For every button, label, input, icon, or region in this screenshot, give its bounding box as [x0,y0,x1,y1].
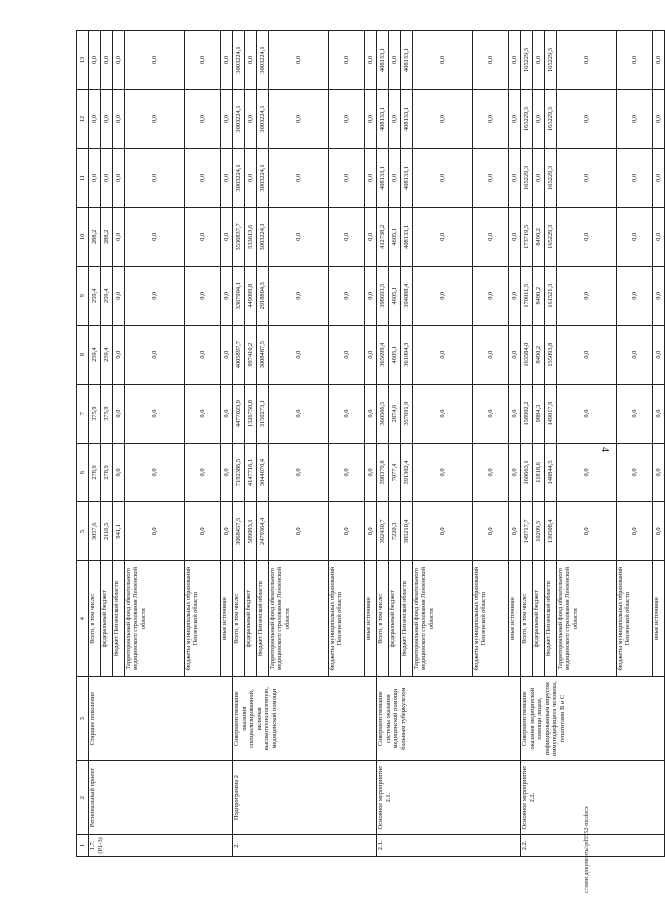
value-cell: 0,0 [245,31,257,90]
value-cell: 0,0 [509,325,521,384]
value-cell: 0,0 [509,443,521,502]
value-cell: 0,0 [113,148,125,207]
value-cell: 0,0 [413,266,473,325]
funding-source: Всего, в том числе: [89,561,101,677]
funding-source: Территориальный фонд обязательного медицинского страхования Пензенской области [557,561,617,677]
value-cell: 0,0 [125,384,185,443]
header-cell: 3 [77,676,89,760]
header-cell: 7 [77,384,89,443]
value-cell: 259,4 [101,325,113,384]
value-cell: 0,0 [113,31,125,90]
value-cell: 0,0 [245,90,257,149]
value-cell: 0,0 [221,90,233,149]
value-cell: 11818,6 [533,443,545,502]
value-cell: 259,4 [89,325,101,384]
value-cell: 0,0 [101,90,113,149]
value-cell: 0,0 [89,148,101,207]
value-cell: 0,0 [269,31,329,90]
value-cell: 0,0 [473,207,509,266]
value-cell: 0,0 [269,266,329,325]
value-cell: 0,0 [269,325,329,384]
value-cell: 0,0 [533,90,545,149]
value-cell: 149717,7 [521,502,533,561]
value-cell: 0,0 [509,384,521,443]
value-cell: 3068457,5 [233,502,245,561]
value-cell: 10209,3 [533,502,545,561]
value-cell: 0,0 [113,384,125,443]
table-header-row [77,31,89,857]
value-cell: 0,0 [473,148,509,207]
value-cell: 4005897,7 [233,325,245,384]
value-cell: 0,0 [221,266,233,325]
item-number [89,834,233,856]
value-cell: 0,0 [245,148,257,207]
value-cell: 0,0 [185,207,221,266]
value-cell: 398693,5 [377,266,389,325]
value-cell: 161521,3 [545,266,557,325]
value-cell: 0,0 [617,502,653,561]
value-cell: 0,0 [413,384,473,443]
value-cell: 0,0 [329,90,365,149]
value-cell: 4147716,1 [245,443,257,502]
value-cell: 0,0 [413,502,473,561]
value-cell: 0,0 [269,443,329,502]
header-cell: 1 [77,834,89,856]
value-cell: 0,0 [473,266,509,325]
value-cell: 2874,6 [389,384,401,443]
value-cell: 0,0 [557,207,617,266]
value-cell: 4605,1 [389,325,401,384]
table-body [77,31,665,857]
table-row [377,31,389,857]
value-cell: 0,0 [125,443,185,502]
item-name: Подпрограмма 2 [233,761,377,834]
value-cell: 8490,2 [533,325,545,384]
value-cell: 0,0 [413,31,473,90]
value-cell: 165229,3 [545,90,557,149]
value-cell: 0,0 [221,384,233,443]
value-cell: 357691,9 [401,384,413,443]
value-cell: 3003224,1 [257,148,269,207]
value-cell: 0,0 [617,384,653,443]
value-cell: 8490,2 [533,207,545,266]
value-cell: 0,0 [329,325,365,384]
value-cell: 0,0 [185,443,221,502]
funding-source: Территориальный фонд обязательного медицинского страхования Пензенской области [125,561,185,677]
value-cell: 375,9 [101,384,113,443]
value-cell: 0,0 [653,90,665,149]
item-number [233,834,377,856]
value-cell: 365699,4 [377,325,389,384]
value-cell: 0,0 [365,207,377,266]
value-cell: 0,0 [365,384,377,443]
value-cell: 165229,3 [545,207,557,266]
value-cell: 0,0 [329,502,365,561]
value-cell: 155093,8 [545,325,557,384]
value-cell: 0,0 [533,148,545,207]
funding-source: Всего, в том числе: [377,561,389,677]
header-cell: 9 [77,266,89,325]
funding-source: иные источники [221,561,233,677]
funding-source: Всего, в том числе: [233,561,245,677]
value-cell: 941,1 [113,502,125,561]
value-cell: 0,0 [185,266,221,325]
value-cell: 165229,3 [545,31,557,90]
value-cell: 0,0 [185,148,221,207]
value-cell: 9884,3 [533,384,545,443]
item-description: Старшее поколение [89,676,233,760]
value-cell: 0,0 [509,502,521,561]
value-cell: 361094,3 [401,325,413,384]
value-cell: 0,0 [557,384,617,443]
value-cell: 0,0 [89,90,101,149]
value-cell: 408133,1 [377,31,389,90]
header-cell: 8 [77,325,89,384]
value-cell: 0,0 [473,443,509,502]
value-cell: 0,0 [101,31,113,90]
value-cell: 0,0 [221,443,233,502]
value-cell: 0,0 [653,148,665,207]
value-cell: 148844,5 [545,443,557,502]
value-cell: 0,0 [557,443,617,502]
item-number-text: 2.1. [377,840,384,851]
value-cell: 0,0 [533,31,545,90]
value-cell: 0,0 [509,148,521,207]
value-cell: 0,0 [365,148,377,207]
value-cell: 139508,4 [545,502,557,561]
value-cell: 170011,5 [521,266,533,325]
value-cell: 0,0 [617,325,653,384]
value-cell: 0,0 [125,90,185,149]
item-description: Совершенствование оказания специализированной, включая высокотехнологичную, медицинской помощи [233,676,377,760]
item-description: Совершенствование системы оказания медицинской помощи больным туберкулезом [377,676,521,760]
value-cell: 0,0 [365,266,377,325]
value-cell: 0,0 [653,31,665,90]
item-description: Совершенствование оказания медицинской помощи лицам, инфицированным вирусом иммунодефицита человека, гепатитами В и С [521,676,665,760]
value-cell: 3003224,1 [233,148,245,207]
funding-source: иные источники [653,561,665,677]
value-cell: 360566,5 [377,384,389,443]
value-cell: 0,0 [329,266,365,325]
value-cell: 0,0 [269,384,329,443]
header-cell: 10 [77,207,89,266]
value-cell: 0,0 [113,207,125,266]
funding-source: бюджет Пензенской области [113,561,125,677]
value-cell: 0,0 [557,148,617,207]
header-cell: 13 [77,31,89,90]
value-cell: 0,0 [221,502,233,561]
value-cell: 0,0 [329,207,365,266]
value-cell: 288,2 [101,207,113,266]
value-cell: 0,0 [125,266,185,325]
value-cell: 0,0 [221,148,233,207]
funding-source: Территориальный фонд обязательного медицинского страхования Пензенской области [413,561,473,677]
value-cell: 7192386,5 [233,443,245,502]
funding-source: бюджет Пензенской области [545,561,557,677]
value-cell: 165229,3 [521,31,533,90]
value-cell: 408133,1 [377,148,389,207]
funding-source: федеральный бюджет [245,561,257,677]
value-cell: 0,0 [329,31,365,90]
value-cell: 7220,3 [389,502,401,561]
value-cell: 408133,1 [377,90,389,149]
funding-source: федеральный бюджет [533,561,545,677]
funding-source: бюджет Пензенской области [257,561,269,677]
value-cell: 0,0 [653,266,665,325]
value-cell: 0,0 [269,148,329,207]
value-cell: 0,0 [473,31,509,90]
value-cell: 0,0 [113,90,125,149]
item-number-text: 2.2. [521,840,528,851]
value-cell: 0,0 [269,90,329,149]
value-cell: 259,4 [101,266,113,325]
value-cell: 0,0 [557,90,617,149]
value-cell: 0,0 [125,148,185,207]
value-cell: 165229,3 [545,148,557,207]
funding-source: федеральный бюджет [101,561,113,677]
value-cell: 0,0 [557,502,617,561]
value-cell: 1326750,8 [245,384,257,443]
value-cell: 160663,1 [521,443,533,502]
value-cell: 0,0 [473,325,509,384]
value-cell: 3003224,1 [257,207,269,266]
value-cell: 0,0 [617,266,653,325]
value-cell: 0,0 [617,90,653,149]
header-cell: 12 [77,90,89,149]
value-cell: 0,0 [473,502,509,561]
value-cell: 158902,2 [521,384,533,443]
value-cell: 278,9 [101,443,113,502]
value-cell: 0,0 [413,90,473,149]
value-cell: 0,0 [269,207,329,266]
value-cell: 0,0 [125,31,185,90]
value-cell: 0,0 [653,443,665,502]
value-cell: 0,0 [365,502,377,561]
value-cell: 0,0 [101,148,113,207]
value-cell: 0,0 [617,207,653,266]
funding-source: бюджеты муниципальных образований Пензенской области [185,561,221,677]
page-number: 4 [599,447,610,452]
item-number [521,834,665,856]
value-cell: 8490,2 [533,266,545,325]
value-cell: 0,0 [617,31,653,90]
value-cell: 0,0 [653,325,665,384]
value-cell: 3536837,7 [233,207,245,266]
value-cell: 0,0 [125,502,185,561]
value-cell: 3150273,1 [257,384,269,443]
value-cell: 0,0 [113,443,125,502]
funding-source: бюджеты муниципальных образований Пензенской области [617,561,653,677]
value-cell: 0,0 [329,443,365,502]
item-number-extra: (Р1-3) [96,837,104,854]
item-number-text: 1.7. [89,840,96,851]
value-cell: 533613,6 [245,207,257,266]
funding-source: федеральный бюджет [389,561,401,677]
value-cell: 0,0 [365,31,377,90]
value-cell: 2918804,3 [257,266,269,325]
value-cell: 0,0 [125,325,185,384]
value-cell: 391302,4 [401,443,413,502]
funding-source: иные источники [509,561,521,677]
header-cell: 6 [77,443,89,502]
item-name: Основное мероприятие 2.1. [377,761,521,834]
value-cell: 0,0 [269,502,329,561]
value-cell: 3003224,1 [233,31,245,90]
value-cell: 0,0 [185,325,221,384]
value-cell: 0,0 [329,148,365,207]
funding-source: Территориальный фонд обязательного медицинского страхования Пензенской области [269,561,329,677]
value-cell: 0,0 [509,266,521,325]
value-cell: 0,0 [113,325,125,384]
value-cell: 0,0 [221,31,233,90]
header-cell: 4 [77,561,89,677]
value-cell: 394088,4 [401,266,413,325]
value-cell: 0,0 [509,31,521,90]
value-cell: 0,0 [329,384,365,443]
item-number-text: 2. [233,843,240,848]
item-number [377,834,521,856]
value-cell: 0,0 [413,443,473,502]
item-name: Региональный проект [89,761,233,834]
table-row [89,31,101,857]
value-cell: 0,0 [617,443,653,502]
value-cell: 0,0 [557,325,617,384]
value-cell: 0,0 [389,31,401,90]
value-cell: 0,0 [473,384,509,443]
value-cell: 0,0 [365,443,377,502]
value-cell: 165229,3 [521,90,533,149]
value-cell: 385210,4 [401,502,413,561]
value-cell: 0,0 [221,325,233,384]
value-cell: 0,0 [389,90,401,149]
value-cell: 3003224,1 [257,90,269,149]
footer-file-path: c:\мои документы\pd5552-пп.docx [584,806,590,893]
value-cell: 3367904,1 [233,266,245,325]
value-cell: 173719,5 [521,207,533,266]
value-cell: 392430,7 [377,502,389,561]
funding-source: бюджет Пензенской области [401,561,413,677]
funding-table [76,30,665,857]
value-cell: 3057,6 [89,502,101,561]
value-cell: 0,0 [473,90,509,149]
funding-source: бюджеты муниципальных образований Пензенской области [473,561,509,677]
value-cell: 163584,0 [521,325,533,384]
value-cell: 0,0 [389,148,401,207]
value-cell: 3044670,4 [257,443,269,502]
value-cell: 0,0 [509,90,521,149]
value-cell: 0,0 [557,266,617,325]
value-cell: 0,0 [413,207,473,266]
value-cell: 0,0 [557,31,617,90]
value-cell: 0,0 [653,207,665,266]
table-row [521,31,533,857]
value-cell: 0,0 [89,31,101,90]
value-cell: 0,0 [509,207,521,266]
value-cell: 375,9 [89,384,101,443]
value-cell: 408133,1 [401,31,413,90]
value-cell: 449099,8 [245,266,257,325]
funding-source: бюджеты муниципальных образований Пензенской области [329,561,365,677]
item-name: Основное мероприятие 2.2. [521,761,665,834]
header-cell: 5 [77,502,89,561]
value-cell: 0,0 [413,148,473,207]
value-cell: 3008487,5 [257,325,269,384]
value-cell: 589093,1 [245,502,257,561]
value-cell: 4605,1 [389,207,401,266]
value-cell: 4477023,9 [233,384,245,443]
value-cell: 0,0 [185,384,221,443]
value-cell: 2116,5 [101,502,113,561]
table-row [233,31,245,857]
value-cell: 0,0 [113,266,125,325]
value-cell: 259,4 [89,266,101,325]
value-cell: 278,9 [89,443,101,502]
header-cell: 2 [77,761,89,834]
value-cell: 398379,8 [377,443,389,502]
value-cell: 0,0 [653,384,665,443]
value-cell: 408133,1 [401,207,413,266]
value-cell: 288,2 [89,207,101,266]
value-cell: 0,0 [185,31,221,90]
value-cell: 0,0 [365,325,377,384]
value-cell: 0,0 [185,502,221,561]
value-cell: 412738,2 [377,207,389,266]
value-cell: 7077,4 [389,443,401,502]
funding-source: Всего, в том числе: [521,561,533,677]
value-cell: 0,0 [413,325,473,384]
value-cell: 408133,1 [401,148,413,207]
header-cell: 11 [77,148,89,207]
funding-source: иные источники [365,561,377,677]
value-cell: 0,0 [125,207,185,266]
value-cell: 408133,1 [401,90,413,149]
value-cell: 2479364,4 [257,502,269,561]
value-cell: 997410,2 [245,325,257,384]
value-cell: 4605,1 [389,266,401,325]
value-cell: 3003224,1 [233,90,245,149]
value-cell: 3003224,1 [257,31,269,90]
value-cell: 149017,9 [545,384,557,443]
value-cell: 0,0 [653,502,665,561]
value-cell: 165229,3 [521,148,533,207]
value-cell: 0,0 [365,90,377,149]
value-cell: 0,0 [617,148,653,207]
value-cell: 0,0 [185,90,221,149]
value-cell: 0,0 [221,207,233,266]
